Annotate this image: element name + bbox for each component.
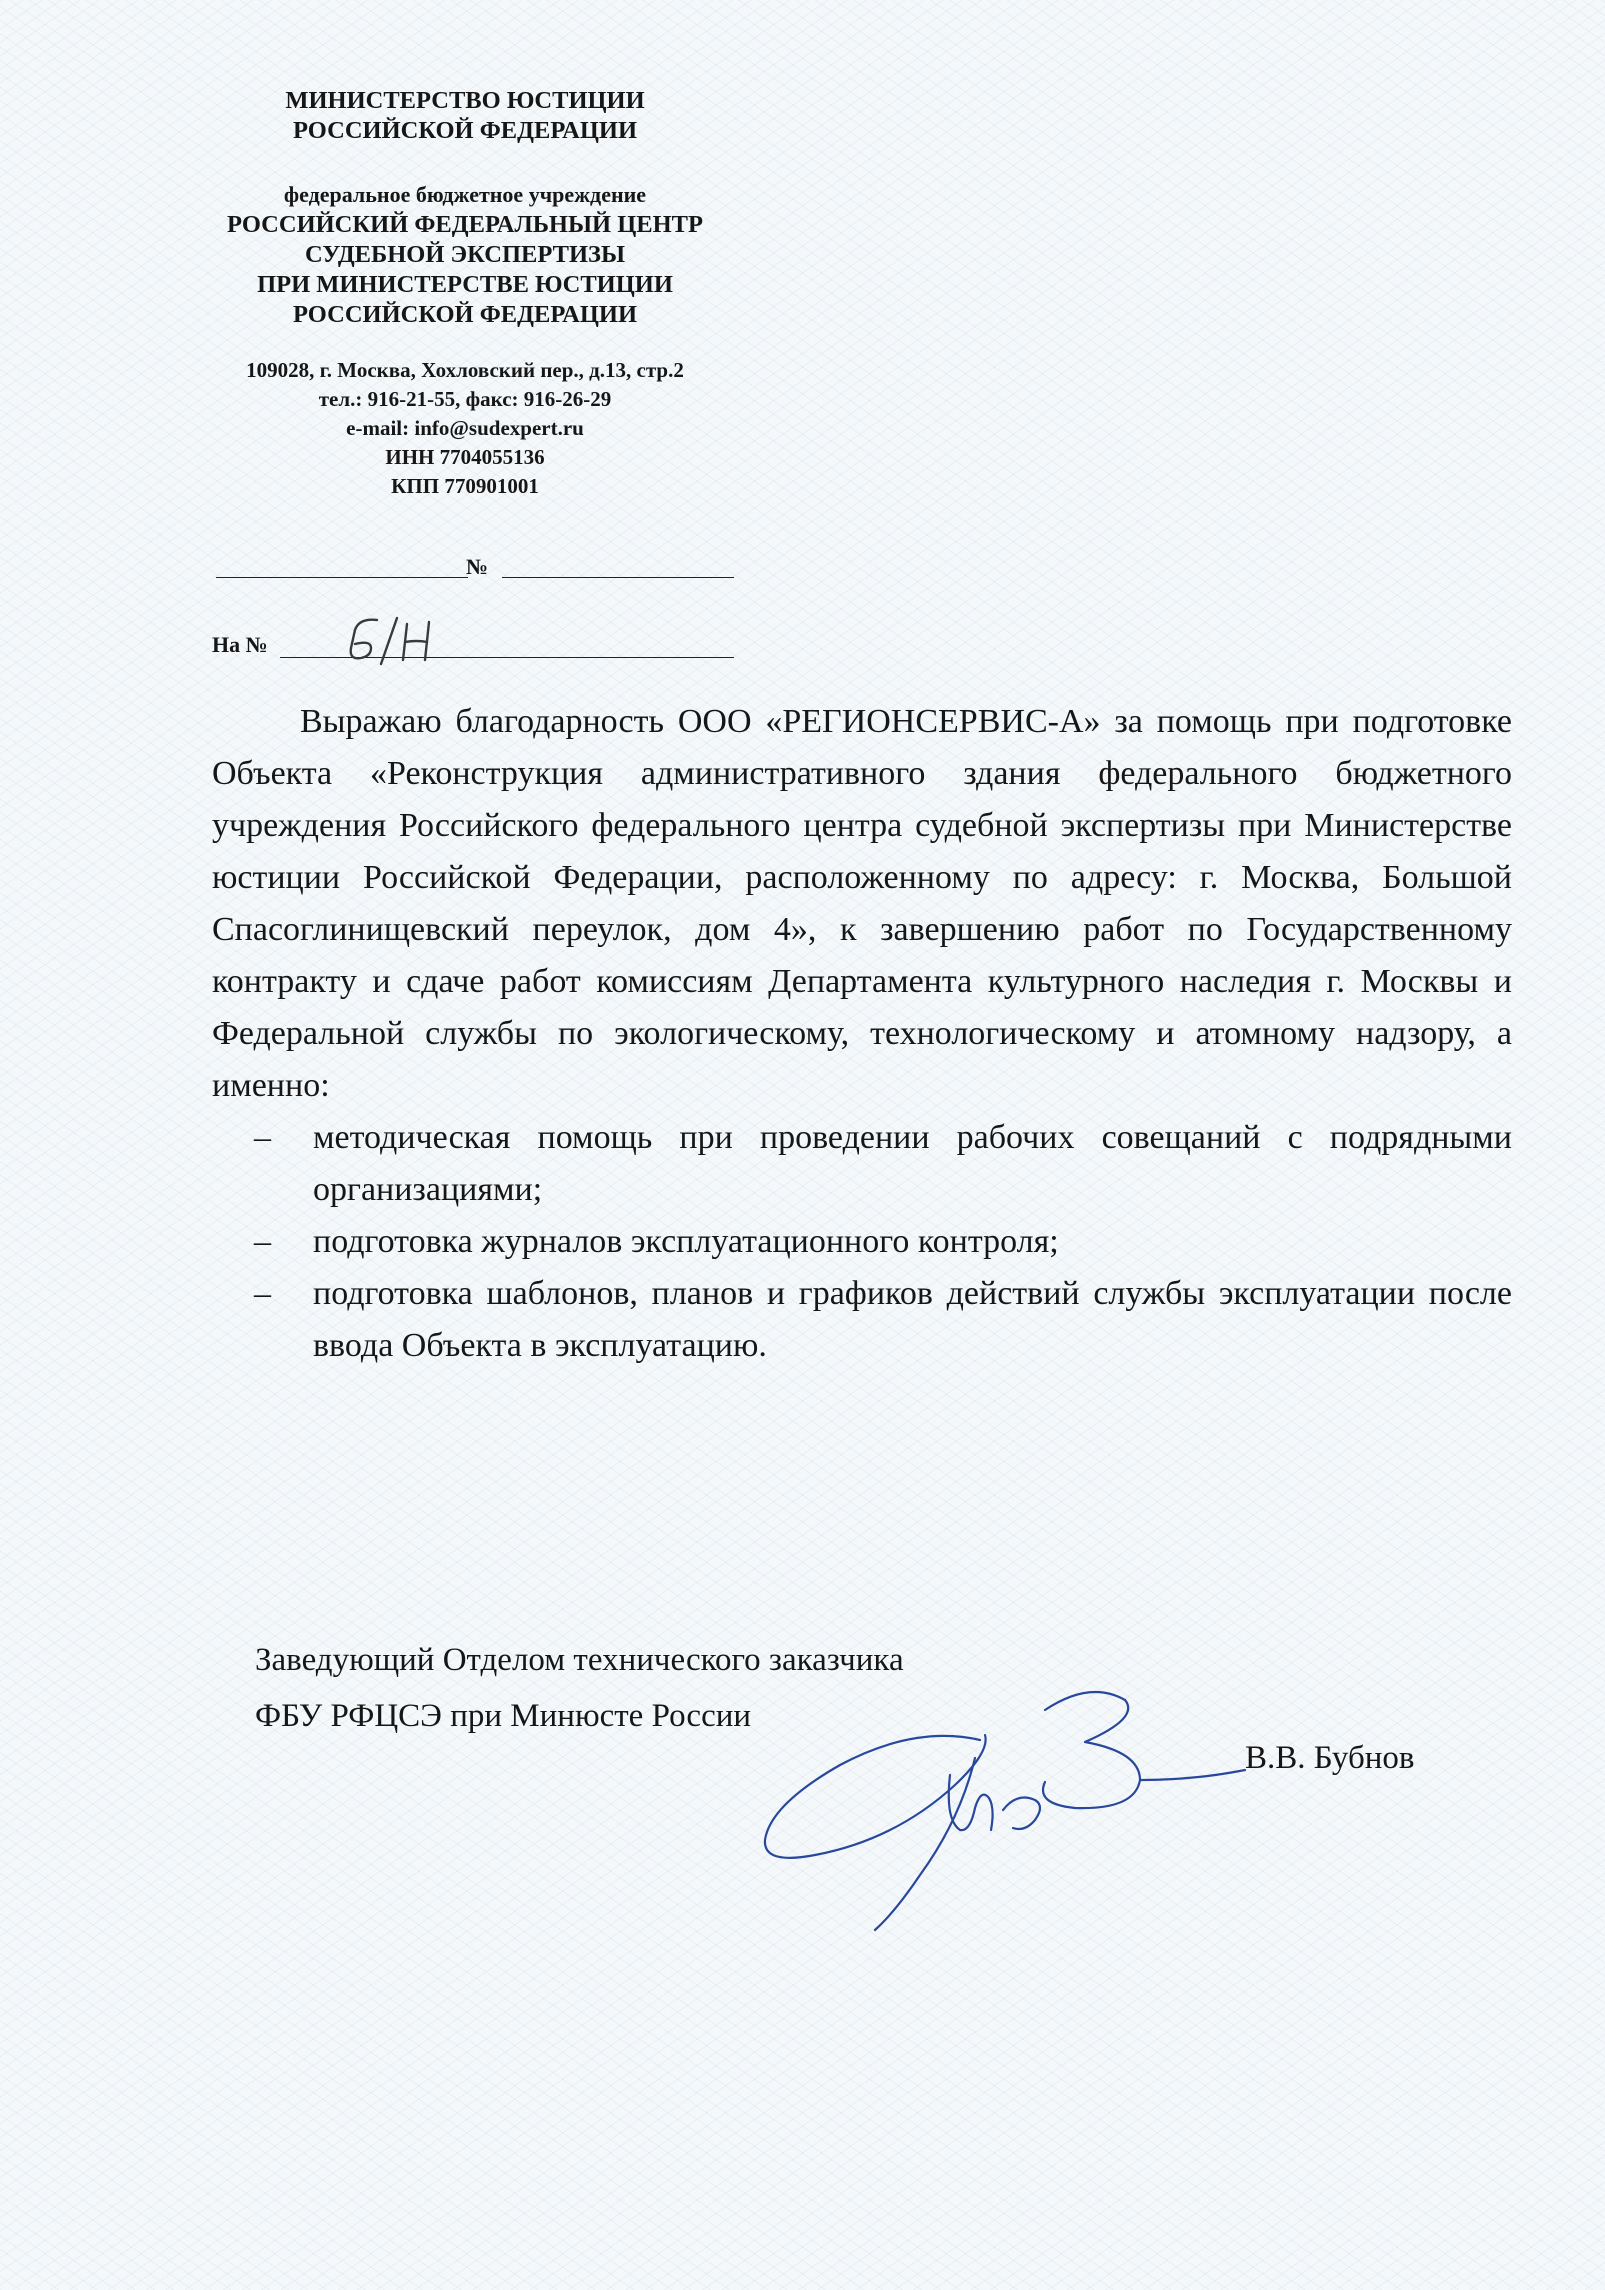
date-blank [216,577,468,578]
outgoing-number-line [212,548,724,580]
list-dash: – [254,1275,271,1312]
in-reply-to-line [212,618,732,662]
org-phone: тел.: 916-21-55, факс: 916-26-29 [318,387,612,411]
letter-body [212,696,1512,1372]
assistance-list [212,1112,1512,1372]
handwritten-reference [337,614,457,670]
org-name-line-1: РОССИЙСКИЙ ФЕДЕРАЛЬНЫЙ ЦЕНТР [227,211,703,238]
ministry-line-2: РОССИЙСКОЙ ФЕДЕРАЦИИ [292,117,638,144]
org-name-line-4: РОССИЙСКОЙ ФЕДЕРАЦИИ [292,301,638,328]
org-name-line-3: ПРИ МИНИСТЕРСТВЕ ЮСТИЦИИ [257,271,673,298]
signatory-position-line-2: ФБУ РФЦСЭ при Минюсте России [255,1698,752,1734]
list-item [212,1216,1512,1268]
number-blank [502,577,734,578]
list-item [212,1268,1512,1372]
list-item-text: методическая помощь при проведении рабочих совещаний с подрядными организациями; [313,1119,1512,1208]
gratitude-paragraph: Выражаю благодарность ООО «РЕГИОНСЕРВИС-А» за помощь при подготовке Объекта «Реконструкция административного здания федерального бюджетного учреждения Российского федерального центра судебной экспертизы при Министерстве юстиции Российской Федерации, расположенному по адресу: г. Москва, Большой Спасоглинищевский переулок, дом 4», к завершению работ по Государственному контракту и сдаче работ комиссиям Департамента культурного наследия г. Москвы и Федеральной службы по экологическому, технологическому и атомному надзору, а именно: [212,703,1512,1104]
org-inn: ИНН 7704055136 [385,445,545,469]
org-address: 109028, г. Москва, Хохловский пер., д.13, стр.2 [246,358,684,382]
list-item-text: подготовка шаблонов, планов и графиков действий службы эксплуатации после ввода Объекта в эксплуатацию. [313,1275,1512,1364]
list-item [212,1112,1512,1216]
org-name-line-2: СУДЕБНОЙ ЭКСПЕРТИЗЫ [304,241,626,268]
list-dash: – [254,1223,271,1260]
list-item-text: подготовка журналов эксплуатационного контроля; [313,1223,1059,1260]
letterhead [190,86,740,501]
org-type: федеральное бюджетное учреждение [283,182,647,207]
number-sign: № [466,554,489,579]
handwritten-signature [745,1680,1265,1940]
in-reply-to-label: На № [212,632,268,657]
list-dash: – [254,1119,271,1156]
org-kpp: КПП 770901001 [391,474,539,498]
signatory-name: В.В. Бубнов [1245,1740,1415,1776]
signatory-position-line-1: Заведующий Отделом технического заказчика [255,1642,904,1678]
org-email: e-mail: info@sudexpert.ru [346,416,584,440]
ministry-line-1: МИНИСТЕРСТВО ЮСТИЦИИ [285,87,645,114]
